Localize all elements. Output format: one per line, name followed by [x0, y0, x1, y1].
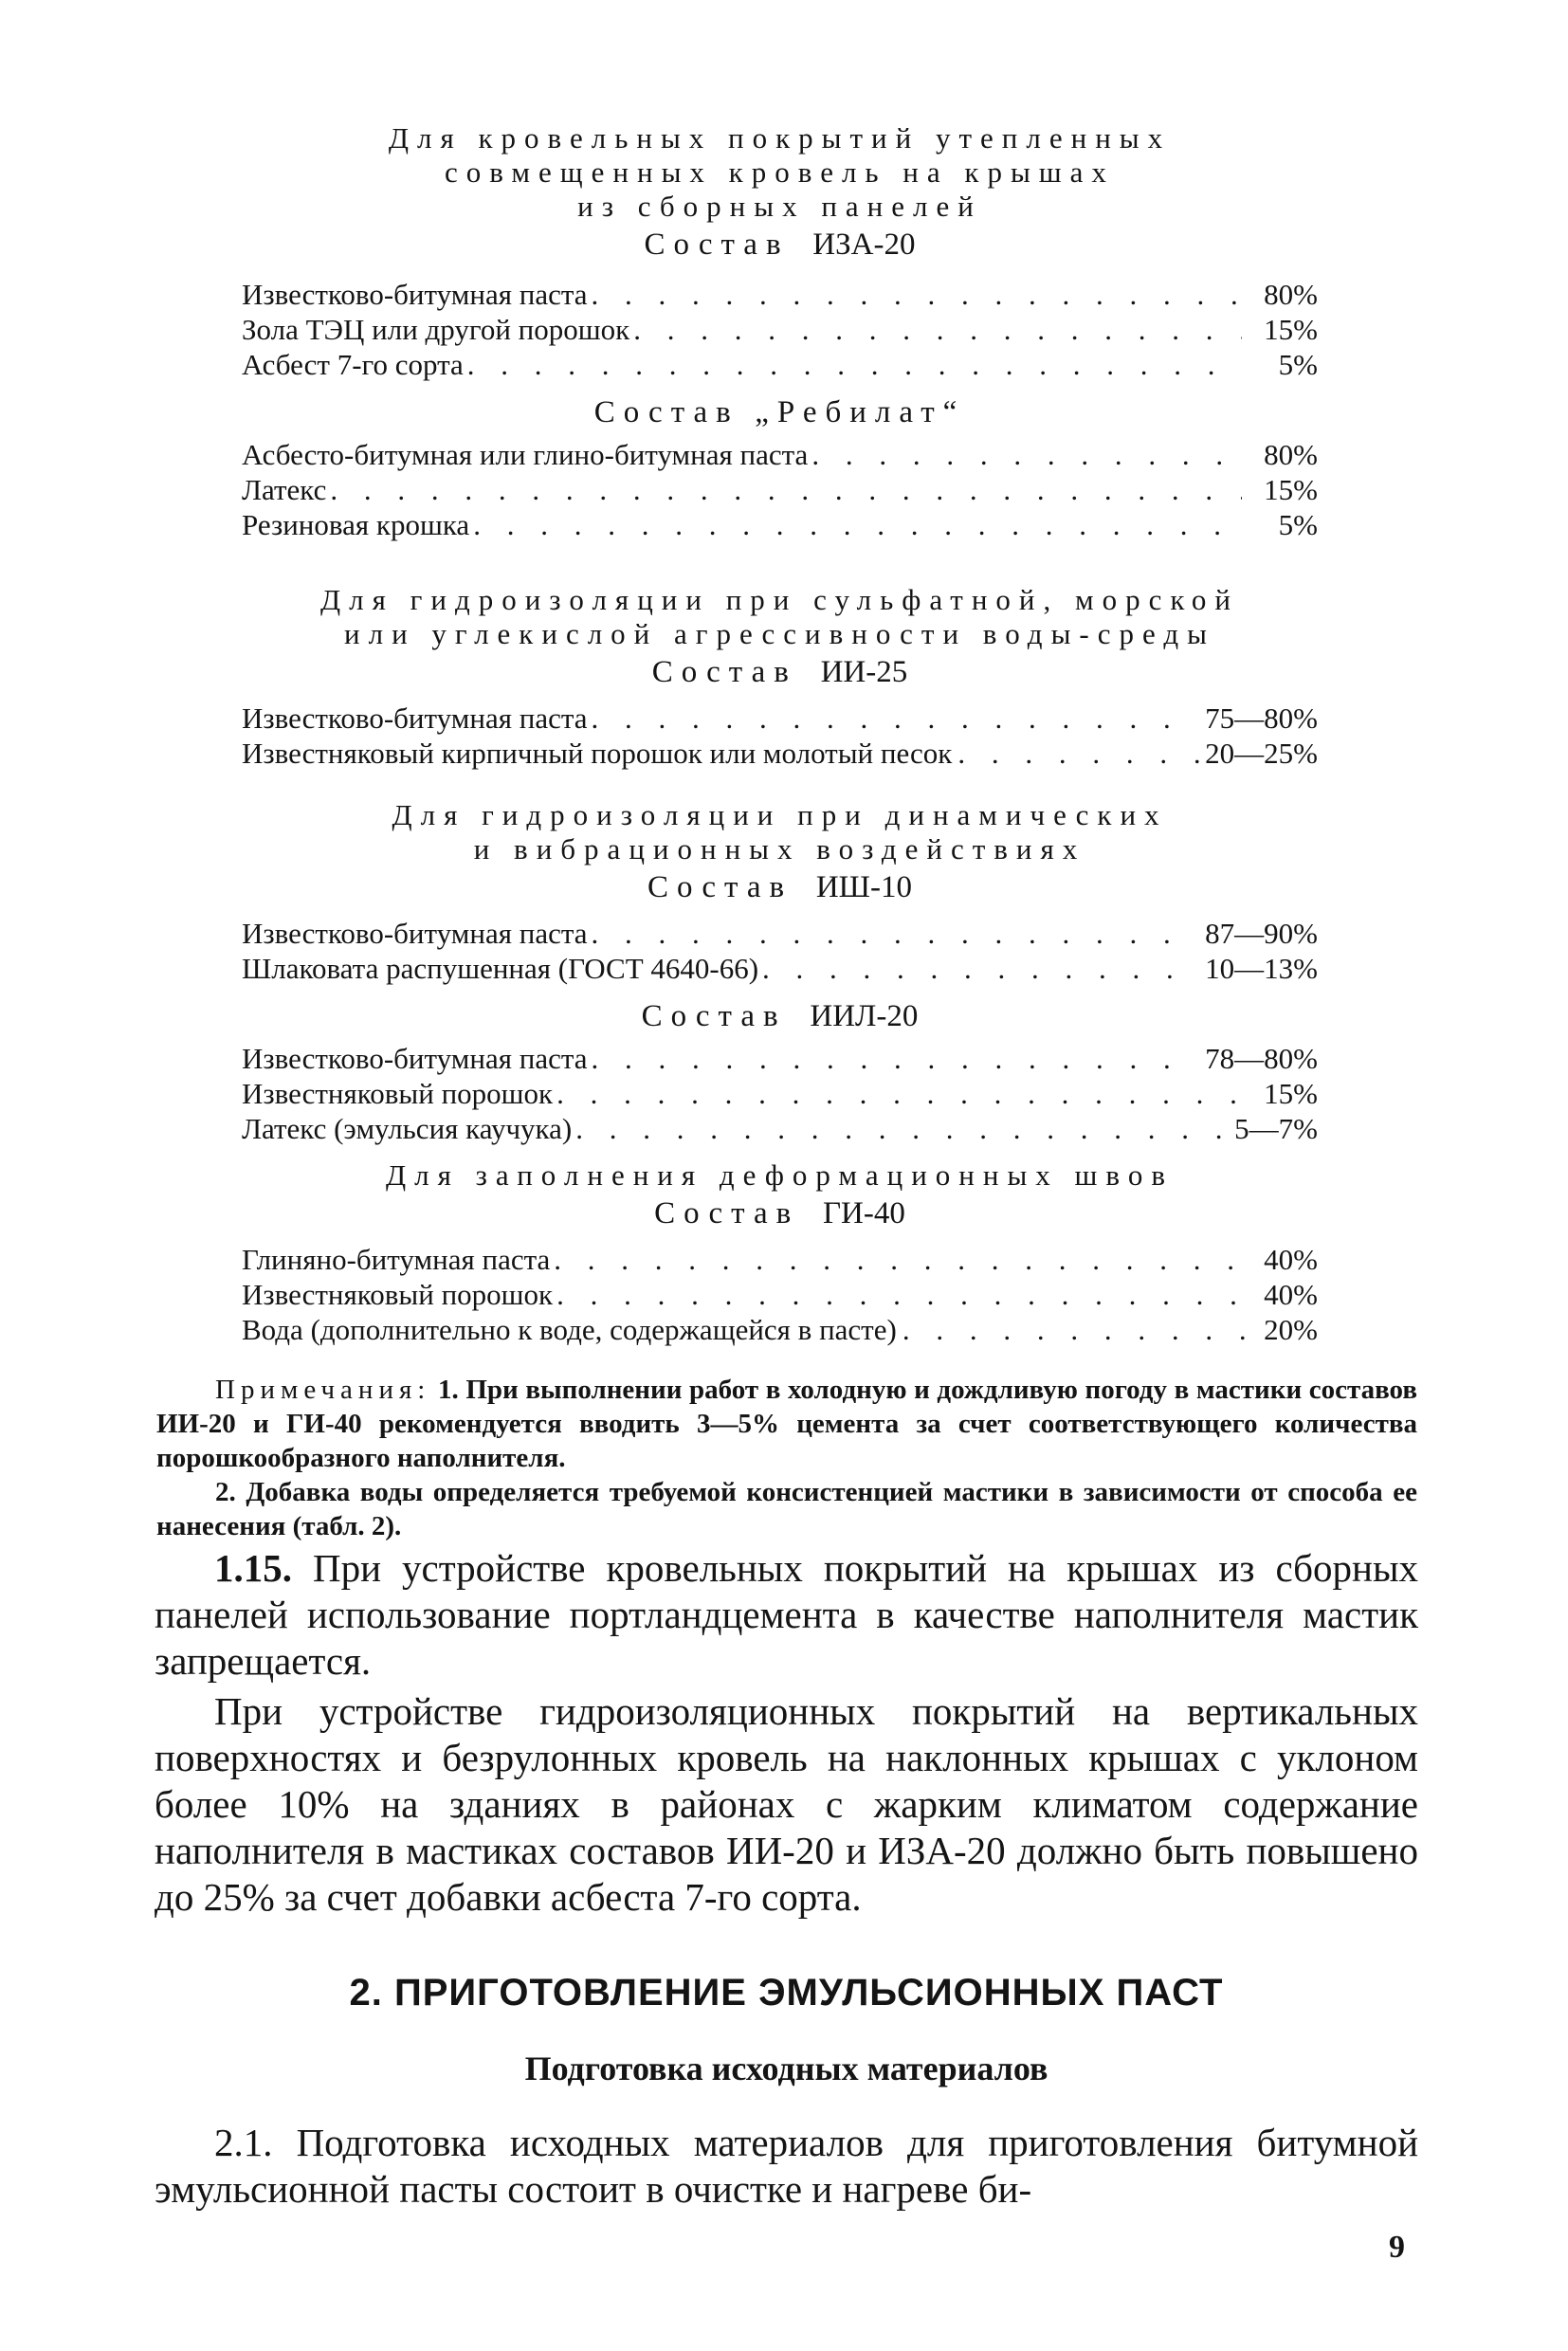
leader-dots: [811, 437, 1242, 472]
note-2: 2. Добавка воды определяется требуемой консистенцией мастики в зависимости от способа ее нанесения (табл. 2).: [156, 1477, 1417, 1541]
leader-dots: [556, 1277, 1242, 1312]
section-seams: [242, 1158, 1318, 1347]
composition-row: [242, 472, 1318, 507]
ingredient-name: Известняковый порошок: [242, 1077, 554, 1110]
composition-row: [242, 1041, 1318, 1076]
leader-dots: [575, 1111, 1225, 1146]
leader-dots: [592, 701, 1196, 736]
paragraph: [155, 2120, 1418, 2213]
section-heading: из сборных панелей: [577, 190, 982, 223]
composition-row: [242, 347, 1318, 382]
leader-dots: [592, 1041, 1196, 1076]
ingredient-name: Латекс (эмульсия каучука): [242, 1112, 573, 1145]
leader-dots: [554, 1242, 1242, 1277]
ingredient-name: Известняковый порошок: [242, 1278, 554, 1311]
note-1-text: 1. При выполнении работ в холодную и дождливую погоду в мастики составов ИИ-20 и ГИ-40 рекомендуется вводить 3—5% цемента за счет соответствующего количества порошкообразного наполнителя.: [156, 1375, 1417, 1473]
composition-row: [242, 916, 1318, 951]
section-subtitle: Подготовка исходных материалов: [524, 2050, 1048, 2087]
notes-label: Примечания:: [215, 1375, 431, 1405]
ingredient-value: 10—13%: [1205, 952, 1318, 985]
notes: [156, 1373, 1417, 1543]
paragraph-number: 2.1.: [214, 2121, 273, 2164]
composition-prefix: Состав: [647, 870, 793, 904]
leader-dots: [633, 312, 1242, 347]
section-aggressive: [242, 583, 1318, 771]
leader-dots: [473, 507, 1242, 542]
composition-name: „Ребилат“: [755, 395, 966, 429]
composition-row: [242, 1076, 1318, 1111]
section-heading: совмещенных кровель на крышах: [445, 155, 1115, 189]
section-heading: Для заполнения деформационных швов: [386, 1158, 1174, 1192]
leader-dots: [762, 951, 1195, 986]
composition-title: [242, 393, 1318, 431]
section-dynamic: [242, 798, 1318, 1146]
composition-row: [242, 277, 1318, 312]
leader-dots: [903, 1312, 1246, 1347]
ingredient-value: 15%: [1264, 473, 1318, 506]
paragraph-1-15: [155, 1545, 1418, 1921]
composition-prefix: Состав: [654, 1196, 800, 1230]
composition-title: [242, 1194, 1318, 1232]
leader-dots: [467, 347, 1242, 382]
section-heading: Для гидроизоляции при сульфатной, морской: [320, 583, 1239, 616]
note-1: [156, 1373, 1417, 1475]
composition-title: [242, 997, 1318, 1035]
composition-row: [242, 701, 1318, 736]
ingredient-name: Известняковый кирпичный порошок или молотый песок: [242, 737, 953, 770]
ingredient-value: 5%: [1278, 348, 1318, 381]
leader-dots: [592, 277, 1242, 312]
ingredient-value: 80%: [1264, 278, 1318, 311]
composition-name: ИЗА-20: [812, 228, 916, 262]
leader-dots: [592, 916, 1196, 951]
composition-name: ИШ-10: [815, 870, 912, 904]
composition-row: [242, 736, 1318, 771]
leader-dots: [330, 472, 1242, 507]
ingredient-name: Глиняно-битумная паста: [242, 1243, 551, 1276]
section-heading: или углекислой агрессивности воды-среды: [344, 617, 1215, 650]
ingredient-value: 20%: [1264, 1313, 1318, 1346]
ingredient-name: Известково-битумная паста: [242, 278, 588, 311]
composition-prefix: Состав: [644, 228, 790, 262]
ingredient-name: Асбесто-битумная или глино-битумная паста: [242, 438, 809, 471]
ingredient-value: 5%: [1278, 508, 1318, 541]
ingredient-value: 20—25%: [1205, 737, 1318, 770]
ingredient-name: Латекс: [242, 473, 327, 506]
section-heading: Для гидроизоляции при динамических: [392, 798, 1168, 831]
section-heading: Для кровельных покрытий утепленных: [388, 121, 1172, 155]
composition-title: [242, 226, 1318, 264]
ingredient-value: 15%: [1264, 313, 1318, 346]
ingredient-name: Известково-битумная паста: [242, 917, 588, 950]
composition-prefix: Состав: [641, 999, 787, 1033]
composition-row: [242, 1111, 1318, 1146]
paragraph: При устройстве гидроизоляционных покрытий на вертикальных поверхностях и безрулонных кровель на наклонных крышах с уклоном более 10% на зданиях в районах с жарким климатом содержание наполнителя в мастиках составов ИИ-20 и ИЗА-20 должно быть повышено до 25% за счет добавки асбеста 7-го сорта.: [155, 1689, 1418, 1919]
composition-title: [242, 868, 1318, 906]
ingredient-value: 80%: [1264, 438, 1318, 471]
section-title: 2. ПРИГОТОВЛЕНИЕ ЭМУЛЬСИОННЫХ ПАСТ: [349, 1972, 1224, 2014]
section-heading: и вибрационных воздействиях: [473, 832, 1086, 866]
paragraph-2-1: [155, 2120, 1418, 2213]
composition-prefix: Состав: [651, 655, 797, 689]
section-roofing: [242, 121, 1318, 542]
ingredient-name: Вода (дополнительно к воде, содержащейся в пасте): [242, 1313, 897, 1346]
composition-name: ИИ-25: [820, 655, 908, 689]
ingredient-value: 78—80%: [1205, 1042, 1318, 1075]
composition-row: [242, 507, 1318, 542]
composition-row: [242, 1277, 1318, 1312]
leader-dots: [957, 736, 1199, 771]
composition-row: [242, 1312, 1318, 1347]
composition-name: ИИЛ-20: [810, 999, 919, 1033]
composition-name: ГИ-40: [822, 1196, 905, 1230]
paragraph-number: 1.15.: [214, 1546, 292, 1590]
composition-row: [242, 951, 1318, 986]
composition-prefix: Состав: [593, 395, 739, 429]
ingredient-value: 5—7%: [1234, 1112, 1318, 1145]
ingredient-name: Зола ТЭЦ или другой порошок: [242, 313, 630, 346]
ingredient-value: 15%: [1264, 1077, 1318, 1110]
ingredient-name: Известково-битумная паста: [242, 702, 588, 735]
ingredient-value: 40%: [1264, 1278, 1318, 1311]
ingredient-value: 40%: [1264, 1243, 1318, 1276]
paragraph-text: Подготовка исходных материалов для приготовления битумной эмульсионной пасты состоит в очистке и нагреве би-: [155, 2121, 1419, 2211]
ingredient-value: 87—90%: [1205, 917, 1318, 950]
ingredient-name: Шлаковата распушенная (ГОСТ 4640-66): [242, 952, 759, 985]
composition-row: [242, 1242, 1318, 1277]
composition-row: [242, 437, 1318, 472]
page-number: 9: [1389, 2230, 1405, 2265]
leader-dots: [556, 1076, 1242, 1111]
ingredient-name: Асбест 7-го сорта: [242, 348, 464, 381]
ingredient-name: Резиновая крошка: [242, 508, 470, 541]
composition-title: [242, 653, 1318, 691]
ingredient-value: 75—80%: [1205, 702, 1318, 735]
paragraph: [155, 1545, 1418, 1685]
ingredient-name: Известково-битумная паста: [242, 1042, 588, 1075]
paragraph-text: При устройстве кровельных покрытий на крышах из сборных панелей использование портландцемента в качестве наполнителя мастик запрещается.: [155, 1546, 1419, 1683]
composition-row: [242, 312, 1318, 347]
